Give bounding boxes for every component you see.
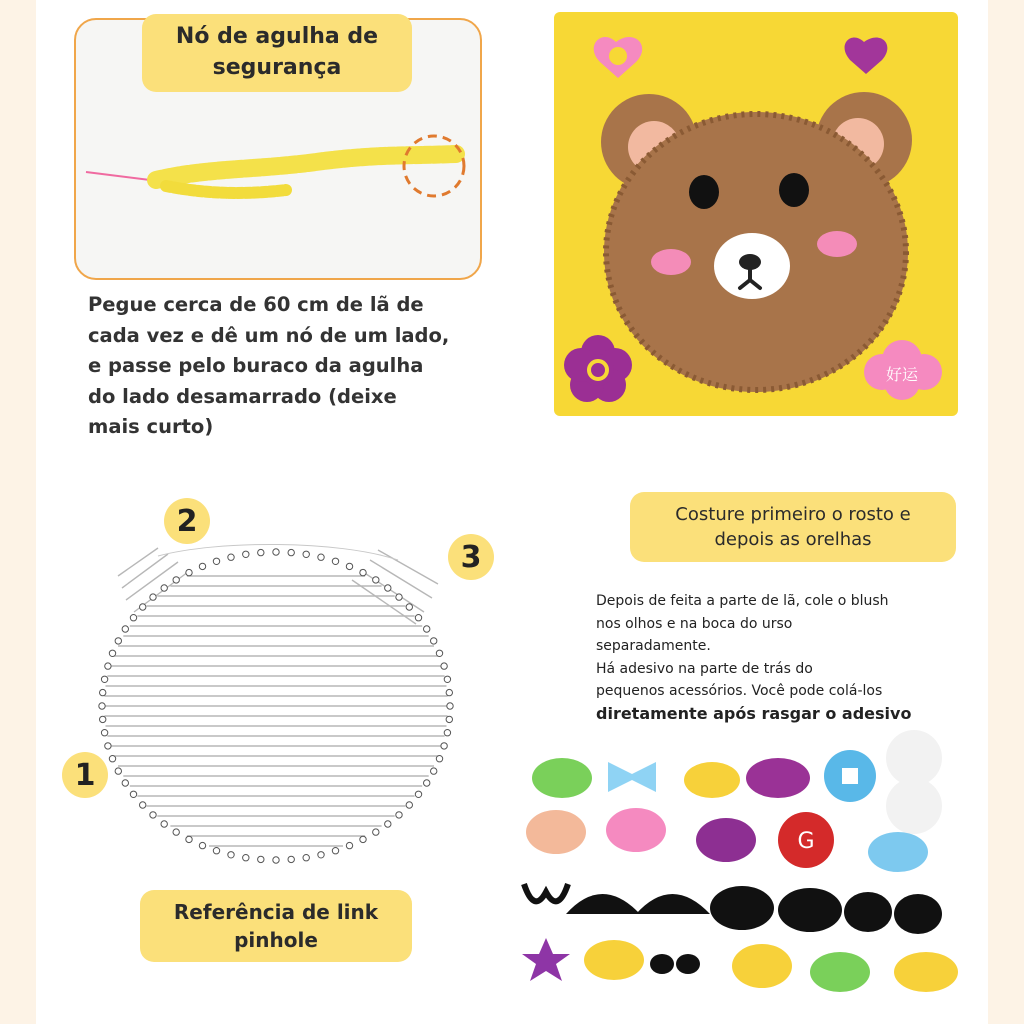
pinhole [447,703,453,709]
pinhole [415,791,421,797]
pinhole [406,802,412,808]
step1-title [142,14,412,92]
diagram-label [140,890,412,962]
pinhole [130,791,136,797]
step2-title-line1: Costure primeiro o rosto e [675,503,911,525]
pinhole [243,551,249,557]
pinhole [444,676,450,682]
pinhole [385,821,391,827]
pinhole [406,604,412,610]
pinhole [396,594,402,600]
pinhole [105,743,111,749]
pinhole [199,842,205,848]
pinhole-diagram [98,536,468,866]
pinhole [332,848,338,854]
pinhole [100,716,106,722]
pinhole [431,768,437,774]
pinhole [441,743,447,749]
step2-description-last: diretamente após rasgar o adesivo [596,704,912,723]
step-number-2: 2 [164,498,210,544]
diagram-label-line2: pinhole [234,928,318,952]
pinhole [318,852,324,858]
pinhole [346,563,352,569]
pinhole [424,780,430,786]
pinhole [213,558,219,564]
pinhole [436,756,442,762]
pinhole [273,857,279,863]
pinhole [243,855,249,861]
bear-felt-illustration [554,12,958,416]
step1-title-line1: Nó de agulha de [175,24,379,50]
pinhole [161,585,167,591]
pinhole [150,812,156,818]
step2-title-line2: depois as orelhas [714,529,872,550]
pinhole [186,569,192,575]
pinhole [288,856,294,862]
pinhole [431,638,437,644]
pinhole [373,577,379,583]
pinhole [140,802,146,808]
step1-description: Pegue cerca de 60 cm de lã de cada vez e dê um nó de um lado, e passe pelo buraco da agulha do lado desamarrado (deixe mais curto) [88,293,450,438]
pinhole [424,626,430,632]
pinhole [150,594,156,600]
pinhole [303,551,309,557]
pinhole [99,703,105,709]
bear-head-pinhole-diagram [98,536,468,866]
diagram-label-line1: Referência de link [173,900,379,924]
felt-stickers [516,728,966,998]
felt-stickers-illustration [516,728,966,998]
pinhole [213,848,219,854]
pinhole [332,558,338,564]
pinhole [258,549,264,555]
pinhole [441,663,447,669]
step-number-3: 3 [448,534,494,580]
pinhole [373,829,379,835]
pinhole [173,577,179,583]
step2-title [630,492,956,562]
pinhole [186,836,192,842]
pinhole [115,638,121,644]
pinhole [140,604,146,610]
pinhole [199,563,205,569]
step2-description: Depois de feita a parte de lã, cole o blush nos olhos e na boca do urso separadamente. Há adesivo na parte de trás do pequenos acessórios. Você pode colá-los [596,593,889,699]
pinhole [173,829,179,835]
pinhole [396,812,402,818]
pinhole [444,730,450,736]
pinhole [360,569,366,575]
pinhole [273,549,279,555]
pinhole [130,615,136,621]
step-number-1: 1 [62,752,108,798]
pinhole [446,716,452,722]
svg-text:G: G [797,829,815,854]
pinhole [385,585,391,591]
pinhole [161,821,167,827]
pinhole [288,549,294,555]
step1-title-line2: segurança [212,55,342,80]
pinhole [115,768,121,774]
finished-bear-photo [554,12,958,416]
pinhole [303,855,309,861]
pinhole [101,730,107,736]
pinhole [318,554,324,560]
pinhole [122,626,128,632]
haoyun-sticker-text: 好运 [885,365,919,384]
pinhole [100,689,106,695]
pinhole [109,756,115,762]
pinhole [101,676,107,682]
pinhole [228,554,234,560]
pinhole [228,852,234,858]
pinhole [346,842,352,848]
pinhole [415,615,421,621]
pinhole [360,836,366,842]
pinhole [122,780,128,786]
pinhole [436,650,442,656]
pinhole [446,689,452,695]
pinhole [105,663,111,669]
pinhole [258,856,264,862]
pinhole [109,650,115,656]
